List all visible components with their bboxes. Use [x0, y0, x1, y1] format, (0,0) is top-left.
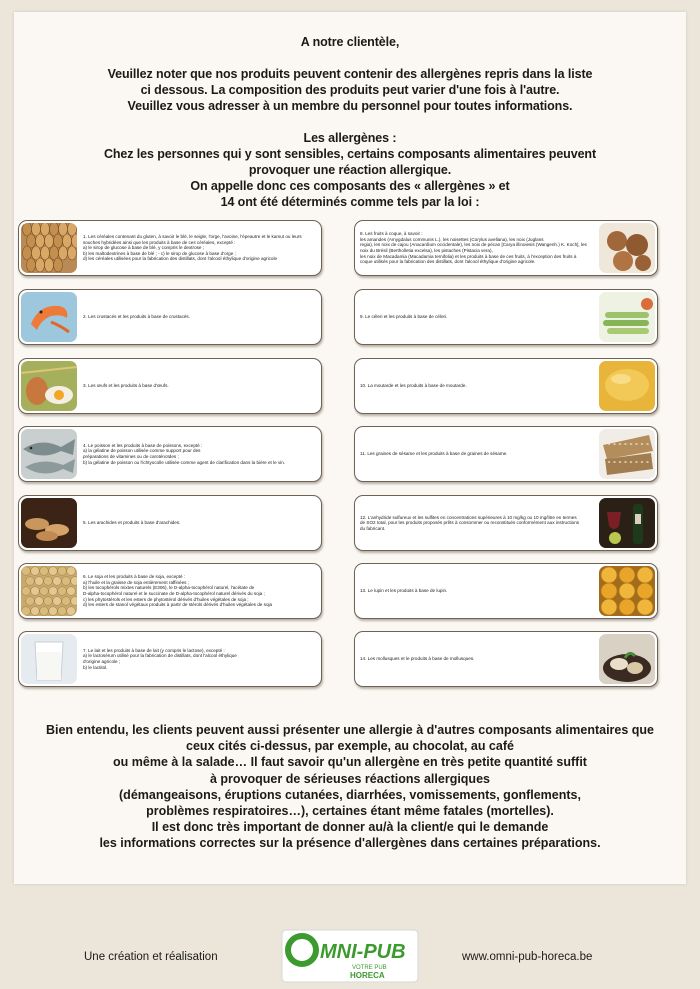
section-line: provoquer une réaction allergique.	[248, 163, 452, 177]
allergen-description	[360, 500, 593, 546]
allergen-line: 14. Les mollusques et le produits à base de mollusques.	[360, 656, 475, 662]
allergen-card	[354, 358, 658, 414]
allergen-card	[354, 426, 658, 482]
allergen-line: b) les tocophérols mixtes naturels (E306), le D-alpha-tocophérol naturel, l'acétate de	[83, 585, 255, 591]
allergen-line: d'origine agricole ;	[83, 659, 121, 664]
allergen-line: 3. Les œufs et les produits à base d'œufs.	[83, 383, 169, 389]
allergen-description	[360, 363, 593, 409]
wine-icon	[599, 498, 655, 548]
nuts-icon	[599, 223, 655, 273]
allergen-line: a) le sirop de glucose à base de blé, y compris le dextrose ;	[83, 245, 205, 251]
section-line: 14 ont été déterminés comme tels par la loi :	[220, 195, 480, 209]
allergen-card	[18, 563, 322, 619]
allergen-description	[360, 636, 593, 682]
grain-icon	[21, 223, 77, 273]
allergen-description	[83, 568, 315, 614]
section-line: Les allergènes :	[303, 131, 397, 145]
closing-line: Bien entendu, les clients peuvent aussi présenter une allergie à d'autres composants alimentaires que	[45, 723, 655, 737]
allergen-line: 2. Les crustacés et les produits à base de crustacés.	[83, 314, 190, 320]
allergen-description	[83, 225, 315, 271]
allergen-line: b) la gélatine de poisson ou l'ichtyocolle utilisée comme agent de clarification dans la bière et le vin.	[83, 459, 286, 465]
intro-line: Veuillez vous adresser à un membre du personnel pour toutes informations.	[127, 99, 573, 113]
allergen-line: 9. Le céleri et les produits à base de céleri.	[360, 314, 448, 320]
section-line: Chez les personnes qui y sont sensibles, certains composants alimentaires peuvent	[103, 147, 597, 161]
allergen-line: 12. L'anhydride sulfureux et les sulfites en concentrations supérieures à 10 mg/kg ou 10 mg/litre en termes	[360, 514, 577, 520]
allergen-line: 13. Le lupin et les produits à base de lupin.	[360, 588, 448, 594]
allergen-line: souches hybridées ainsi que les produits à base de ces céréales, excepté :	[83, 239, 236, 245]
allergen-line: de SO2 total, pour les produits proposés prêts à consommer ou reconstitués conformément aux instructions	[360, 520, 580, 526]
allergen-card	[18, 220, 322, 276]
allergen-description	[360, 294, 593, 340]
allergen-line: 8. Les fruits à coque, à savoir :	[360, 231, 423, 237]
credit-text: Une création et réalisation	[84, 951, 218, 963]
allergen-line: b) les maltodextrines à base de blé ; - c) le sirop de glucose à base d'orge ;	[83, 250, 236, 256]
egg-icon	[21, 361, 77, 411]
allergen-card	[18, 426, 322, 482]
logo-sub: HORECA	[350, 971, 385, 980]
poster-sheet	[14, 12, 686, 884]
section-line: On appelle donc ces composants des « allergènes » et	[190, 179, 510, 193]
allergen-line: noix du Brésil (Bertholletia excelsa), les pistaches (Pistacia vera),	[360, 248, 493, 253]
closing-line: ou même à la salade… Il faut savoir qu'un allergène en très petite quantité suffit	[113, 755, 587, 770]
closing-line: Il est donc très important de donner au/à la client/e qui le demande	[151, 820, 549, 835]
closing-text	[14, 722, 686, 852]
allergen-line: 11. Les graines de sésame et les produits à base de graines de sésame.	[360, 451, 508, 457]
allergen-line: D-alpha-tocophérol naturel et le succinate de D-alpha-tocophérol naturel dérivés du soja ;	[83, 591, 265, 596]
header	[14, 34, 686, 210]
allergen-line: regia), les noix de cajou (Anacardium occidentale), les noix de pécan [Carya illinoiesis (Wangenh.) K. Koch], les	[360, 242, 587, 248]
allergen-description	[360, 431, 593, 477]
milk-icon	[21, 634, 77, 684]
allergen-line: 1. Les céréales contenant du gluten, à savoir le blé, le seigle, l'orge, l'avoine, l'épeautre et le kamut ou leurs	[83, 234, 302, 240]
allergen-line: 6. Le soja et les produits à base de soja, excepté :	[83, 574, 186, 580]
allergen-line: 4. Le poisson et les produits à base de poissons, excepté :	[83, 442, 203, 448]
allergen-card	[18, 289, 322, 345]
allergen-card	[18, 358, 322, 414]
allergen-line: 5. Les arachides et produits à base d'arachides.	[83, 520, 181, 526]
allergen-line: du fabricant.	[360, 525, 386, 531]
website-link[interactable]: www.omni-pub-horeca.be	[462, 951, 593, 963]
allergen-line: les amandes (Amygdalus communis L.), les noisettes (Corylus avellana), les noix (Juglans	[360, 236, 544, 242]
allergen-card	[18, 495, 322, 551]
logo-tag: VOTRE PUB	[352, 965, 387, 971]
allergen-line: d) les céréales utilisées pour la fabrication des distillats, dont l'alcool éthylique d'origine agricole	[83, 256, 278, 262]
shrimp-icon	[21, 292, 77, 342]
fish-icon	[21, 429, 77, 479]
intro-line: ci dessous. La composition des produits peut varier d'une fois à l'autre.	[140, 83, 560, 97]
allergen-description	[83, 294, 315, 340]
soy-icon	[21, 566, 77, 616]
closing-line: (démangeaisons, éruptions cutanées, diarrhées, vomissements, gonflements,	[119, 787, 581, 802]
allergen-description	[83, 363, 315, 409]
allergen-line: a) la gélatine de poisson utilisée comme support pour des	[83, 448, 201, 454]
allergen-card	[354, 563, 658, 619]
allergen-card	[354, 289, 658, 345]
allergen-card	[18, 631, 322, 687]
closing-line: à provoquer de sérieuses réactions allergiques	[210, 771, 490, 786]
sesame-icon	[599, 429, 655, 479]
allergen-line: les noix de Macadamia (Macadamia ternifolia) et les produits à base de ces fruits, à l'exception des fruits à	[360, 253, 577, 259]
allergen-line: d) les esters de stanol végétaux produits à partir de stérols dérivés d'huiles végétales de soja	[83, 602, 273, 608]
allergen-card	[354, 631, 658, 687]
allergen-line: préparations de vitamines ou de caroténoïdes ;	[83, 454, 179, 459]
omni-pub-logo[interactable]	[280, 928, 420, 984]
allergen-description	[83, 431, 315, 477]
allergen-line: 10. La moutarde et les produits à base de moutarde.	[360, 383, 467, 389]
svg-text:MNI-PUB: MNI-PUB	[320, 941, 406, 963]
celery-icon	[599, 292, 655, 342]
allergen-line: a) le lactosérum utilisé pour la fabrication de distillats, dont l'alcool éthylique	[83, 653, 237, 659]
allergen-line: b) le lactitol.	[83, 664, 108, 670]
intro-line: Veuillez noter que nos produits peuvent contenir des allergènes repris dans la liste	[107, 67, 593, 81]
allergen-description	[83, 500, 315, 546]
greeting: A notre clientèle,	[300, 35, 400, 49]
allergen-card	[354, 220, 658, 276]
allergen-description	[360, 225, 593, 271]
allergen-line: a) l'huile et la graisse de soja entièrement raffinées ;	[83, 579, 189, 585]
mollusc-icon	[599, 634, 655, 684]
allergen-line: c) les phytostérols et les esters de phytostérol dérivés d'huiles végétales de soja ;	[83, 596, 249, 602]
lupin-icon	[599, 566, 655, 616]
closing-line: ceux cités ci-dessus, par exemple, au chocolat, au café	[186, 739, 514, 754]
closing-line: les informations correctes sur la présence d'allergènes dans certaines préparations.	[99, 836, 601, 851]
allergen-line: coque utilisés pour la fabrication des distillats, dont l'alcool éthylique d'origine agricole.	[360, 259, 536, 265]
allergen-card	[354, 495, 658, 551]
allergen-description	[360, 568, 593, 614]
allergen-line: 7. Le lait et les produits à base de lait (y compris le lactose), excepté :	[83, 647, 225, 653]
closing-line: problèmes respiratoires…), certaines étant même fatales (mortelles).	[146, 804, 554, 819]
mustard-icon	[599, 361, 655, 411]
peanut-icon	[21, 498, 77, 548]
allergen-description	[83, 636, 315, 682]
